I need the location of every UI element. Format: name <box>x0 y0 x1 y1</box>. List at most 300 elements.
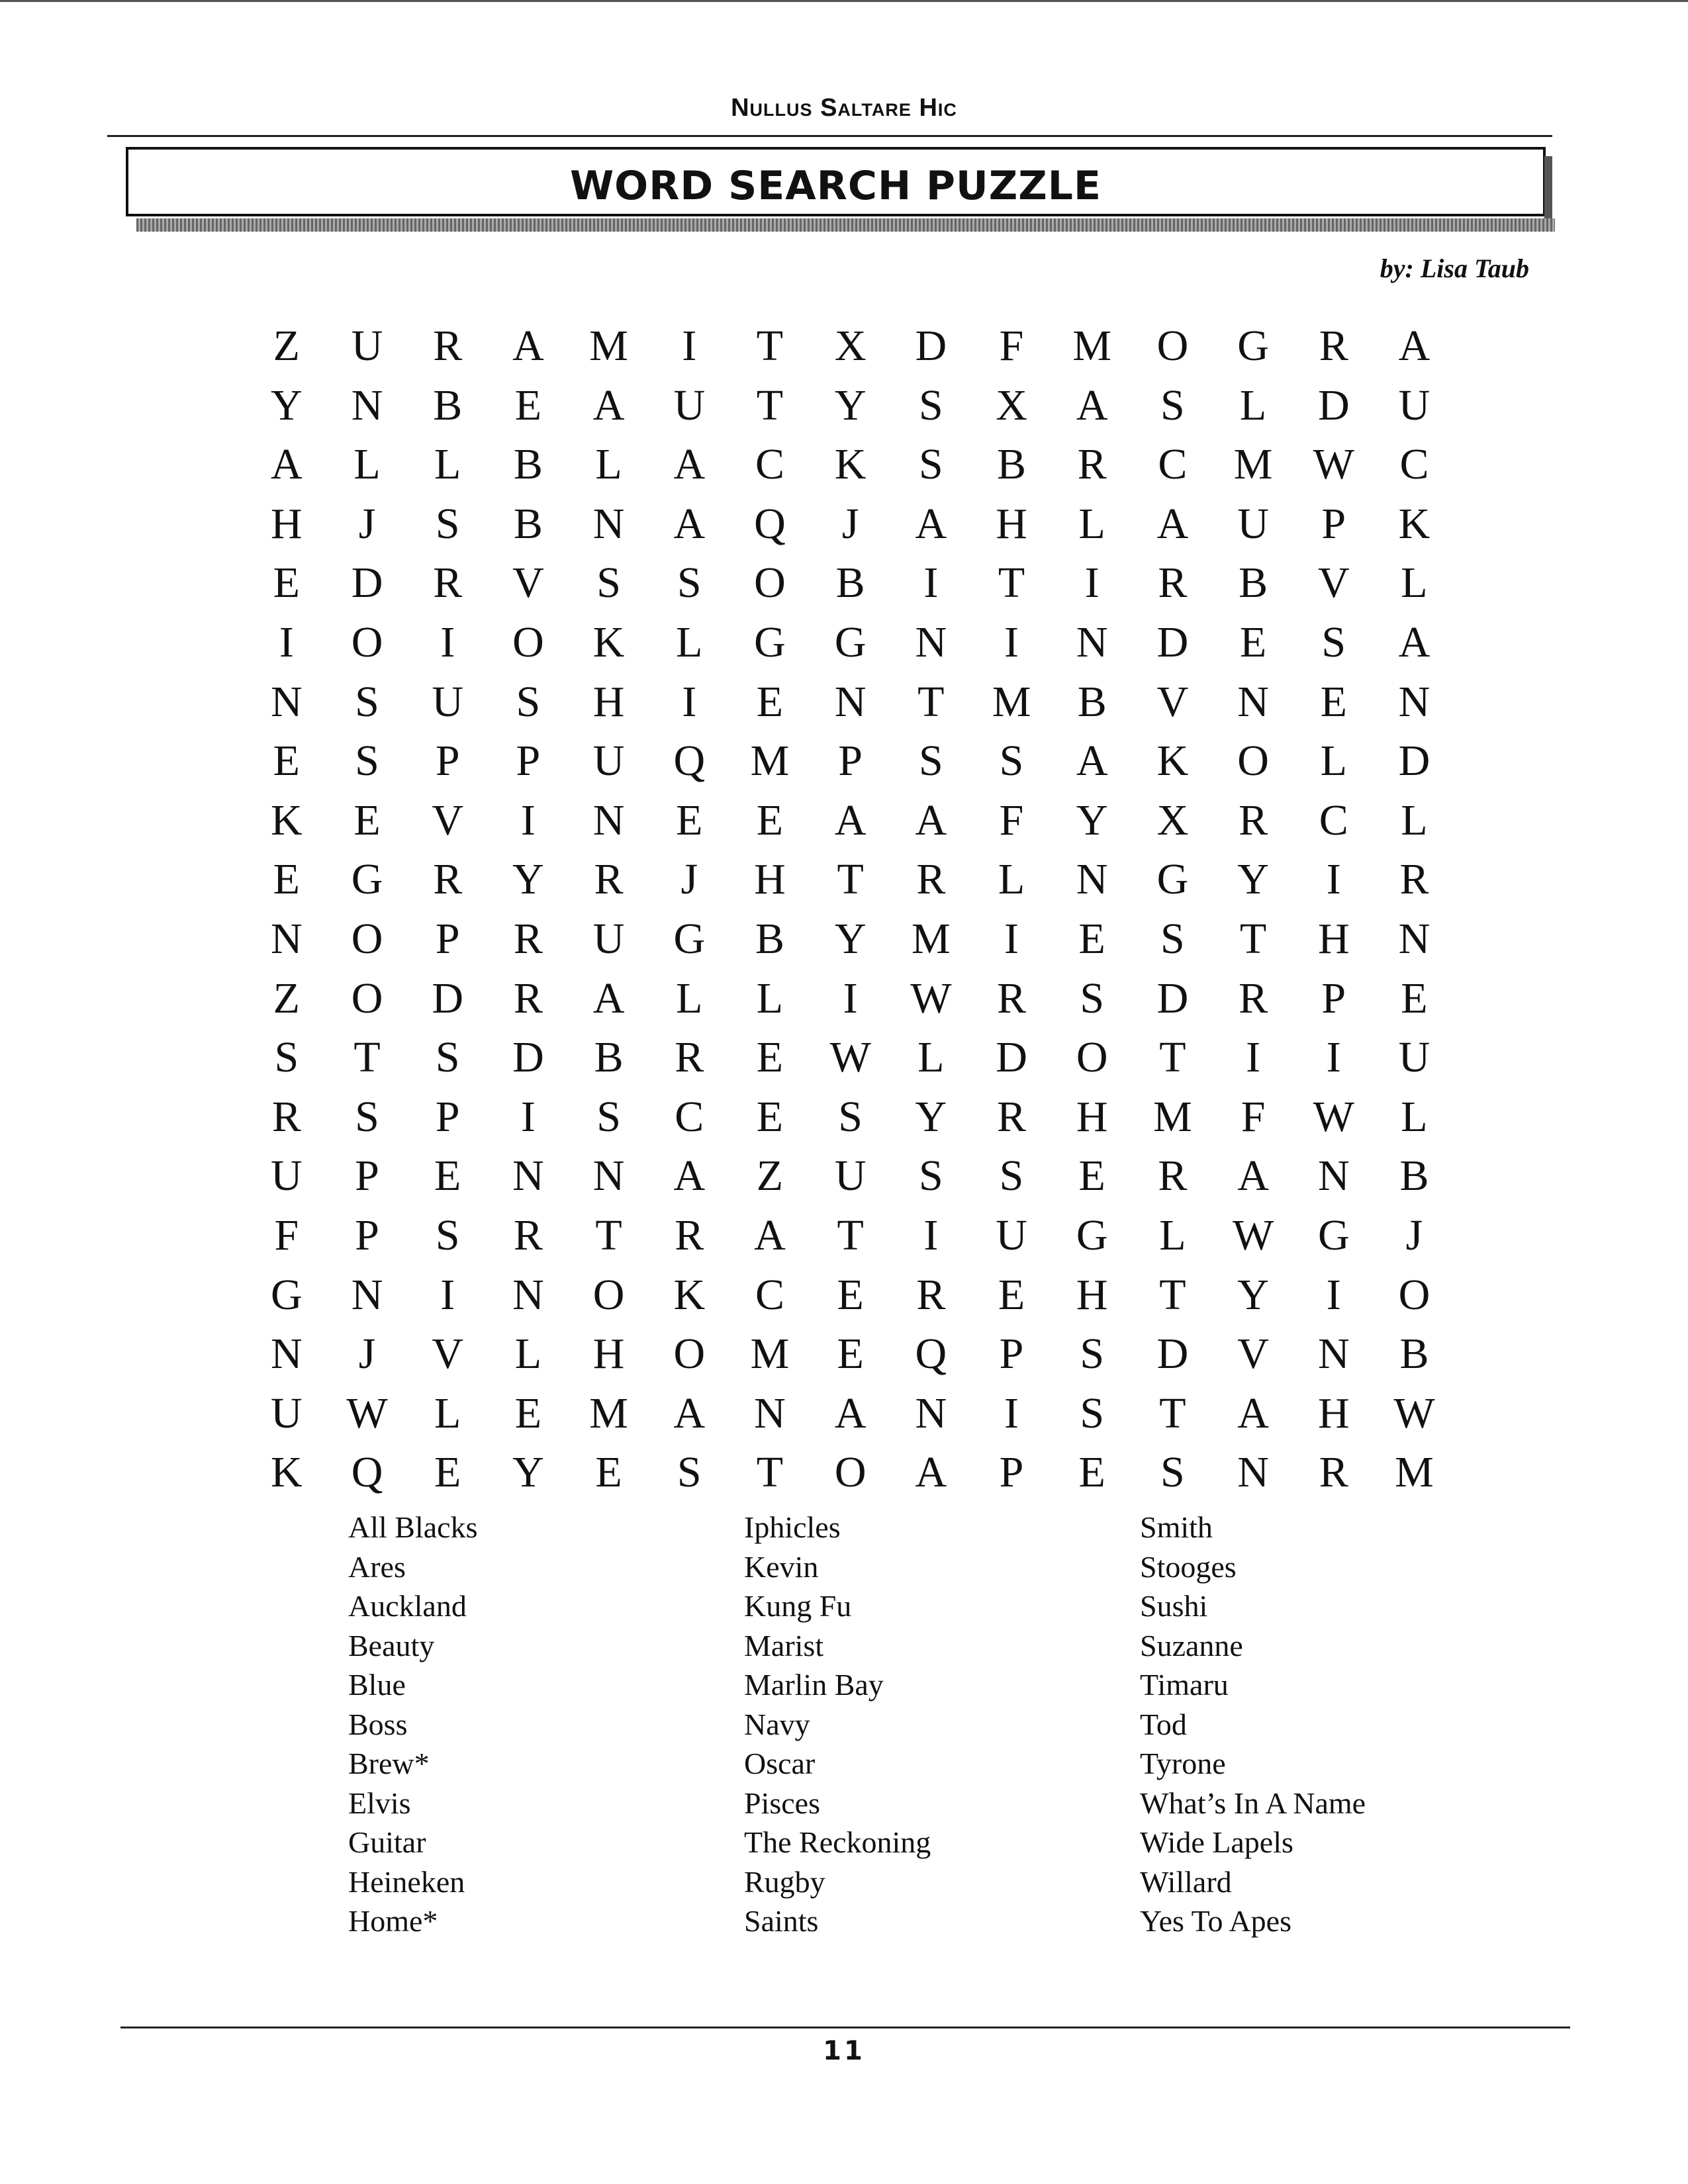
grid-letter: Y <box>915 1092 947 1141</box>
grid-letter: O <box>754 559 786 608</box>
word-list-item: Home* <box>348 1904 438 1938</box>
grid-letter: M <box>589 1388 628 1437</box>
grid-letter: W <box>1313 1092 1354 1141</box>
grid-letter: A <box>1156 499 1189 548</box>
grid-letter: E <box>434 1152 461 1201</box>
grid-letter: P <box>435 914 460 963</box>
grid-letter: W <box>1313 440 1354 489</box>
grid-letter: N <box>351 1270 383 1319</box>
grid-letter: K <box>673 1270 706 1319</box>
grid-letter: E <box>1320 677 1347 726</box>
grid-letter: H <box>592 1330 625 1379</box>
grid-letter: D <box>915 322 947 370</box>
grid-letter: R <box>1319 1448 1348 1497</box>
word-list-item: Elvis <box>348 1786 411 1820</box>
grid-letter: N <box>512 1152 544 1201</box>
footer-rule <box>120 2026 1570 2028</box>
grid-letter: S <box>355 1092 379 1141</box>
grid-letter: Y <box>1076 796 1108 844</box>
grid-letter: G <box>351 855 383 904</box>
word-list-column-3 <box>1140 1508 1366 1941</box>
grid-letter: N <box>1398 677 1430 726</box>
grid-letter: Z <box>756 1152 784 1201</box>
grid-letter: H <box>271 499 303 548</box>
grid-letter: A <box>673 440 706 489</box>
grid-letter: O <box>1076 1033 1108 1082</box>
grid-letter: O <box>351 914 383 963</box>
grid-letter: E <box>998 1270 1025 1319</box>
grid-letter: B <box>1399 1152 1429 1201</box>
grid-letter: I <box>682 322 697 370</box>
grid-letter: E <box>1078 914 1105 963</box>
word-list-item: All Blacks <box>348 1510 478 1544</box>
grid-letter: B <box>594 1033 624 1082</box>
grid-letter: L <box>676 617 703 666</box>
grid-letter: A <box>592 974 625 1023</box>
grid-letter: V <box>1317 559 1350 608</box>
grid-letter: E <box>514 381 542 430</box>
grid-letter: U <box>351 322 383 370</box>
grid-letter: S <box>435 1033 460 1082</box>
grid-letter: E <box>1078 1152 1105 1201</box>
grid-letter: L <box>353 440 381 489</box>
grid-letter: O <box>351 617 383 666</box>
grid-letter: N <box>592 1152 625 1201</box>
word-list-item: Blue <box>348 1668 406 1702</box>
grid-letter: E <box>756 796 784 844</box>
grid-letter: R <box>1239 796 1268 844</box>
grid-letter: X <box>834 322 867 370</box>
grid-letter: R <box>1158 559 1188 608</box>
grid-letter: C <box>675 1092 704 1141</box>
grid-letter: Q <box>673 737 706 786</box>
grid-letter: W <box>829 1033 871 1082</box>
grid-letter: R <box>433 855 463 904</box>
word-list-item: Sushi <box>1140 1589 1208 1623</box>
grid-letter: M <box>589 322 628 370</box>
grid-letter: R <box>1239 974 1268 1023</box>
grid-letter: U <box>1398 381 1430 430</box>
grid-letter: U <box>432 677 464 726</box>
grid-letter: V <box>1237 1330 1269 1379</box>
page-number: 11 <box>823 2036 865 2066</box>
grid-letter: B <box>513 440 543 489</box>
grid-letter: N <box>834 677 867 726</box>
grid-letter: J <box>1405 1210 1423 1259</box>
grid-letter: L <box>434 440 461 489</box>
grid-letter: G <box>834 617 867 666</box>
grid-letter: X <box>996 381 1027 430</box>
grid-letter: S <box>999 737 1024 786</box>
grid-letter: B <box>755 914 784 963</box>
grid-letter: E <box>756 1092 784 1141</box>
grid-letter: L <box>998 855 1025 904</box>
grid-letter: H <box>1317 1388 1350 1437</box>
grid-letter: L <box>756 974 784 1023</box>
grid-letter: S <box>918 381 943 430</box>
grid-letter: A <box>592 381 625 430</box>
grid-letter: E <box>434 1448 461 1497</box>
grid-letter: T <box>837 1210 864 1259</box>
grid-letter: O <box>673 1330 706 1379</box>
grid-letter: P <box>1321 974 1346 1023</box>
grid-letter: N <box>1076 855 1108 904</box>
word-list-item: The Reckoning <box>744 1825 931 1859</box>
grid-letter: Q <box>915 1330 947 1379</box>
word-list-item: Stooges <box>1140 1549 1237 1584</box>
grid-letter: Y <box>512 855 544 904</box>
word-list-item: Marlin Bay <box>744 1668 884 1702</box>
grid-letter: A <box>1237 1388 1269 1437</box>
letter-grid <box>246 316 1454 1502</box>
grid-letter: D <box>996 1033 1027 1082</box>
grid-letter: P <box>838 737 863 786</box>
grid-letter: R <box>433 559 463 608</box>
grid-letter: V <box>512 559 544 608</box>
grid-letter: O <box>1398 1270 1430 1319</box>
grid-letter: L <box>595 440 622 489</box>
grid-letter: E <box>1401 974 1428 1023</box>
grid-letter: B <box>433 381 463 430</box>
grid-letter: P <box>355 1210 379 1259</box>
word-list-item: Navy <box>744 1707 810 1741</box>
grid-letter: T <box>756 381 784 430</box>
grid-letter: G <box>1237 322 1269 370</box>
grid-letter: I <box>520 1092 536 1141</box>
grid-letter: R <box>1158 1152 1188 1201</box>
grid-letter: I <box>923 1210 939 1259</box>
header-rule <box>107 135 1552 137</box>
grid-letter: R <box>1399 855 1429 904</box>
grid-letter: M <box>750 737 790 786</box>
grid-letter: S <box>355 677 379 726</box>
word-list-item: Boss <box>348 1707 408 1741</box>
grid-letter: R <box>513 974 543 1023</box>
grid-letter: S <box>1080 1330 1105 1379</box>
grid-letter: S <box>596 559 621 608</box>
grid-letter: H <box>1076 1092 1108 1141</box>
grid-letter: U <box>271 1388 303 1437</box>
grid-letter: A <box>1398 617 1430 666</box>
word-list-item: Tod <box>1140 1707 1187 1741</box>
grid-letter: I <box>440 1270 455 1319</box>
grid-letter: F <box>999 322 1024 370</box>
running-head: Nullus Saltare Hic <box>731 94 957 122</box>
grid-letter: G <box>1076 1210 1108 1259</box>
grid-letter: N <box>271 914 303 963</box>
grid-letter: G <box>271 1270 303 1319</box>
grid-letter: C <box>755 440 784 489</box>
grid-letter: S <box>435 1210 460 1259</box>
grid-letter: K <box>271 796 303 844</box>
word-list-item: Brew* <box>348 1747 430 1780</box>
grid-letter: P <box>516 737 541 786</box>
grid-letter: U <box>592 914 625 963</box>
grid-letter: N <box>351 381 383 430</box>
grid-letter: R <box>513 914 543 963</box>
grid-letter: Q <box>754 499 786 548</box>
grid-letter: L <box>1401 559 1428 608</box>
grid-letter: N <box>1317 1152 1350 1201</box>
grid-letter: K <box>1398 499 1430 548</box>
grid-letter: M <box>992 677 1031 726</box>
grid-letter: V <box>432 1330 464 1379</box>
grid-letter: I <box>1326 1270 1341 1319</box>
grid-letter: F <box>274 1210 299 1259</box>
grid-letter: H <box>996 499 1027 548</box>
grid-letter: R <box>916 1270 946 1319</box>
grid-letter: G <box>1156 855 1189 904</box>
grid-letter: T <box>917 677 945 726</box>
grid-letter: R <box>1077 440 1107 489</box>
grid-letter: E <box>756 1033 784 1082</box>
grid-letter: C <box>1158 440 1188 489</box>
grid-letter: L <box>1401 1092 1428 1141</box>
grid-letter: C <box>1399 440 1429 489</box>
word-list-item: Ares <box>348 1549 406 1584</box>
word-list-item: Iphicles <box>744 1510 841 1544</box>
grid-letter: S <box>677 1448 702 1497</box>
word-list-item: Kevin <box>744 1549 819 1584</box>
grid-letter: O <box>592 1270 625 1319</box>
grid-letter: F <box>999 796 1024 844</box>
grid-letter: P <box>999 1448 1024 1497</box>
grid-letter: A <box>1398 322 1430 370</box>
title-box-shadow-bar <box>136 218 1555 232</box>
grid-letter: U <box>834 1152 867 1201</box>
grid-letter: U <box>996 1210 1027 1259</box>
grid-letter: E <box>676 796 703 844</box>
grid-letter: A <box>673 499 706 548</box>
puzzle-title: WORD SEARCH PUZZLE <box>570 163 1102 209</box>
grid-letter: T <box>756 1448 784 1497</box>
grid-letter: I <box>1004 617 1019 666</box>
grid-letter: E <box>353 796 381 844</box>
grid-letter: L <box>434 1388 461 1437</box>
grid-letter: A <box>834 796 867 844</box>
author-byline: by: Lisa Taub <box>1380 253 1529 283</box>
grid-letter: N <box>512 1270 544 1319</box>
grid-letter: I <box>1326 1033 1341 1082</box>
grid-letter: T <box>1159 1033 1186 1082</box>
grid-letter: U <box>673 381 706 430</box>
grid-letter: A <box>915 796 947 844</box>
grid-letter: P <box>999 1330 1024 1379</box>
grid-letter: U <box>1237 499 1269 548</box>
grid-letter: R <box>675 1033 704 1082</box>
grid-letter: E <box>273 855 300 904</box>
grid-letter: B <box>1239 559 1268 608</box>
grid-letter: M <box>1233 440 1273 489</box>
grid-letter: A <box>915 1448 947 1497</box>
grid-letter: H <box>592 677 625 726</box>
grid-letter: R <box>271 1092 301 1141</box>
grid-letter: V <box>1156 677 1189 726</box>
grid-letter: S <box>1321 617 1346 666</box>
grid-letter: B <box>1077 677 1107 726</box>
grid-letter: T <box>1239 914 1267 963</box>
grid-letter: R <box>675 1210 704 1259</box>
grid-letter: L <box>1159 1210 1186 1259</box>
grid-letter: E <box>837 1330 864 1379</box>
grid-letter: T <box>837 855 864 904</box>
grid-letter: Y <box>271 381 303 430</box>
word-list-item: Beauty <box>348 1628 435 1662</box>
grid-letter: P <box>1321 499 1346 548</box>
word-list-column-2 <box>744 1508 931 1941</box>
grid-letter: G <box>673 914 706 963</box>
word-list-item: Timaru <box>1140 1668 1229 1702</box>
grid-letter: S <box>274 1033 299 1082</box>
grid-letter: I <box>440 617 455 666</box>
grid-letter: D <box>1156 1330 1189 1379</box>
grid-letter: S <box>355 737 379 786</box>
grid-letter: B <box>835 559 865 608</box>
word-list-item: Kung Fu <box>744 1589 852 1623</box>
grid-letter: N <box>915 1388 947 1437</box>
grid-letter: E <box>514 1388 542 1437</box>
grid-letter: L <box>514 1330 542 1379</box>
grid-letter: I <box>1084 559 1100 608</box>
grid-letter: Q <box>351 1448 383 1497</box>
grid-letter: N <box>592 499 625 548</box>
grid-letter: W <box>1393 1388 1435 1437</box>
word-list-item: Wide Lapels <box>1140 1825 1293 1859</box>
grid-letter: N <box>1398 914 1430 963</box>
grid-letter: J <box>841 499 859 548</box>
grid-letter: I <box>923 559 939 608</box>
word-list-item: Saints <box>744 1904 819 1938</box>
grid-letter: Z <box>273 974 300 1023</box>
grid-letter: N <box>1237 677 1269 726</box>
grid-letter: R <box>594 855 624 904</box>
word-list-item: Smith <box>1140 1510 1213 1544</box>
grid-letter: D <box>432 974 464 1023</box>
grid-letter: L <box>1401 796 1428 844</box>
grid-letter: Y <box>1237 1270 1269 1319</box>
grid-letter: M <box>1395 1448 1434 1497</box>
grid-letter: W <box>910 974 952 1023</box>
word-list-item: Tyrone <box>1140 1747 1226 1780</box>
grid-letter: A <box>512 322 544 370</box>
title-box <box>126 147 1546 216</box>
grid-letter: S <box>435 499 460 548</box>
grid-letter: Z <box>273 322 300 370</box>
word-list-item: Heineken <box>348 1864 465 1899</box>
grid-letter: E <box>595 1448 622 1497</box>
grid-letter: J <box>358 499 376 548</box>
grid-letter: M <box>750 1330 790 1379</box>
grid-letter: M <box>1153 1092 1192 1141</box>
grid-letter: D <box>1398 737 1430 786</box>
grid-letter: E <box>273 559 300 608</box>
grid-letter: L <box>1320 737 1347 786</box>
word-list-item: Suzanne <box>1140 1628 1243 1662</box>
grid-letter: G <box>1317 1210 1350 1259</box>
grid-letter: S <box>677 559 702 608</box>
word-list-item: Pisces <box>744 1786 820 1820</box>
grid-letter: P <box>435 737 460 786</box>
grid-letter: N <box>271 1330 303 1379</box>
word-list-item: Guitar <box>348 1825 426 1859</box>
grid-letter: E <box>837 1270 864 1319</box>
grid-letter: U <box>592 737 625 786</box>
grid-letter: Y <box>1237 855 1269 904</box>
grid-letter: I <box>1004 914 1019 963</box>
grid-letter: I <box>279 617 294 666</box>
grid-letter: A <box>673 1388 706 1437</box>
word-list-item: Oscar <box>744 1747 816 1780</box>
grid-letter: K <box>834 440 867 489</box>
grid-letter: S <box>596 1092 621 1141</box>
grid-letter: C <box>755 1270 784 1319</box>
grid-letter: T <box>353 1033 381 1082</box>
grid-letter: S <box>1160 1448 1185 1497</box>
grid-letter: R <box>513 1210 543 1259</box>
grid-letter: L <box>1078 499 1105 548</box>
grid-letter: A <box>915 499 947 548</box>
grid-letter: L <box>1239 381 1267 430</box>
grid-letter: S <box>516 677 541 726</box>
grid-letter: I <box>682 677 697 726</box>
grid-letter: B <box>1399 1330 1429 1379</box>
grid-letter: K <box>271 1448 303 1497</box>
grid-letter: N <box>592 796 625 844</box>
grid-letter: A <box>271 440 303 489</box>
grid-letter: M <box>1072 322 1112 370</box>
grid-letter: T <box>595 1210 622 1259</box>
grid-letter: W <box>346 1388 388 1437</box>
grid-letter: G <box>754 617 786 666</box>
grid-letter: I <box>520 796 536 844</box>
grid-letter: N <box>1076 617 1108 666</box>
grid-letter: J <box>358 1330 376 1379</box>
grid-letter: E <box>1078 1448 1105 1497</box>
grid-letter: X <box>1156 796 1189 844</box>
grid-letter: A <box>1237 1152 1269 1201</box>
grid-letter: D <box>1156 974 1189 1023</box>
grid-letter: L <box>917 1033 945 1082</box>
grid-letter: S <box>918 440 943 489</box>
grid-letter: A <box>673 1152 706 1201</box>
top-edge-rule <box>0 0 1688 2</box>
word-list-item: Rugby <box>744 1864 825 1899</box>
grid-letter: Y <box>512 1448 544 1497</box>
grid-letter: S <box>1080 1388 1105 1437</box>
grid-letter: Y <box>834 381 867 430</box>
grid-letter: N <box>1237 1448 1269 1497</box>
word-list-item: Marist <box>744 1628 824 1662</box>
grid-letter: O <box>1237 737 1269 786</box>
grid-letter: N <box>271 677 303 726</box>
grid-letter: D <box>1317 381 1350 430</box>
grid-letter: D <box>1156 617 1189 666</box>
grid-letter: H <box>1076 1270 1108 1319</box>
grid-letter: H <box>1317 914 1350 963</box>
word-list-column-1 <box>348 1508 477 1941</box>
grid-letter: N <box>915 617 947 666</box>
grid-letter: A <box>1076 737 1108 786</box>
grid-letter: J <box>680 855 698 904</box>
grid-letter: L <box>676 974 703 1023</box>
grid-letter: W <box>1232 1210 1274 1259</box>
grid-letter: T <box>756 322 784 370</box>
grid-letter: I <box>1326 855 1341 904</box>
grid-letter: O <box>834 1448 867 1497</box>
word-list-item: Yes To Apes <box>1140 1904 1291 1938</box>
grid-letter: I <box>1004 1388 1019 1437</box>
grid-letter: I <box>843 974 858 1023</box>
